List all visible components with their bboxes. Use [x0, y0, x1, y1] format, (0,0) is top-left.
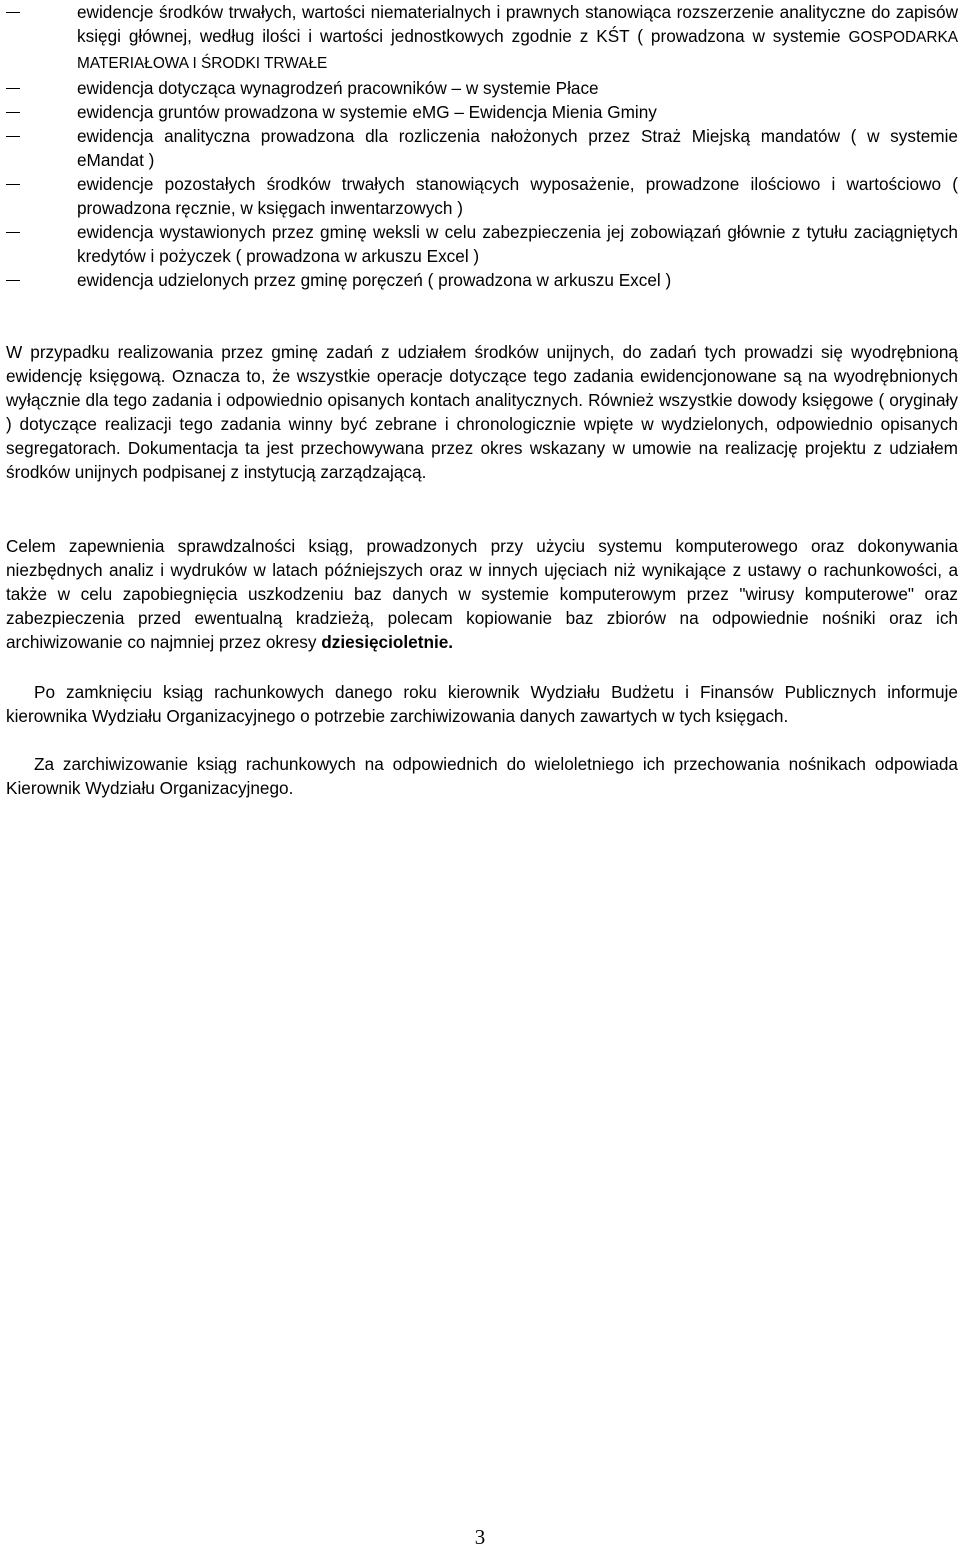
page-number: 3 [474, 1525, 486, 1549]
records-list [6, 0, 958, 292]
list-item-text: ewidencja analityczna prowadzona dla rozliczenia nałożonych przez Straż Miejską mandatów ( w systemie eMandat ) [77, 126, 958, 170]
list-item [6, 100, 958, 124]
dash-bullet-icon [6, 12, 20, 13]
system-name: GOSPODARKA MATERIAŁOWA I ŚRODKI TRWAŁE [77, 29, 958, 72]
list-item-text: ewidencje pozostałych środków trwałych stanowiących wyposażenie, prowadzone ilościowo i wartościowo ( prowadzona ręcznie, w księgach inwentarzowych ) [77, 174, 958, 218]
eu-funds-paragraph: W przypadku realizowania przez gminę zadań z udziałem środków unijnych, do zadań tych prowadzi się wyodrębnioną ewidencję księgową. Oznacza to, że wszystkie operacje dotyczące tego zadania ewidencjonowane są na wyodrębnionych wyłącznie dla tego zadania i odpowiednio opisanych kontach analitycznych. Również wszystkie dowody księgowe ( oryginały ) dotyczące realizacji tego zadania winny być zebrane i chronologicznie wpięte w wydzielonych, odpowiednio opisanych segregatorach. Dokumentacja ta jest przechowywana przez okres wskazany w umowie na realizację projektu z udziałem środków unijnych podpisanej z instytucją zarządzającą. [6, 342, 958, 482]
list-item-text: ewidencja wystawionych przez gminę weksli w celu zabezpieczenia jej zobowiązań głównie z tytułu zaciągniętych kredytów i pożyczek ( prowadzona w arkuszu Excel ) [77, 222, 958, 266]
list-item [6, 172, 958, 220]
list-item [6, 220, 958, 268]
dash-bullet-icon [6, 88, 20, 89]
dash-bullet-icon [6, 232, 20, 233]
dash-bullet-icon [6, 112, 20, 113]
backup-period: dziesięcioletnie. [321, 632, 454, 652]
responsibility-paragraph: Za zarchiwizowanie ksiąg rachunkowych na odpowiednich do wieloletniego ich przechowania nośnikach odpowiada Kierownik Wydziału Organizacyjnego. [6, 754, 958, 798]
list-item [6, 0, 958, 76]
list-item [6, 268, 958, 292]
list-item [6, 124, 958, 172]
list-item [6, 76, 958, 100]
list-item-text: ewidencja udzielonych przez gminę poręczeń ( prowadzona w arkuszu Excel ) [77, 270, 672, 290]
closing-info-paragraph: Po zamknięciu ksiąg rachunkowych danego roku kierownik Wydziału Budżetu i Finansów Publicznych informuje kierownika Wydziału Organizacyjnego o potrzebie zarchiwizowania danych zawartych w tych księgach. [6, 682, 958, 726]
list-item-text: ewidencje środków trwałych, wartości niematerialnych i prawnych stanowiąca rozszerzenie analityczne do zapisów księgi głównej, według ilości i wartości jednostkowych zgodnie z KŚT ( prowadzona w systemie [77, 2, 958, 46]
backup-text: Celem zapewnienia sprawdzalności ksiąg, prowadzonych przy użyciu systemu komputerowego oraz dokonywania niezbędnych analiz i wydruków w latach późniejszych oraz w innych ujęciach niż wynikające z ustawy o rachunkowości, a także w celu zapobiegnięcia uszkodzeniu baz danych w systemie komputerowym przez "wirusy komputerowe" oraz zabezpieczenia przed ewentualną kradzieżą, polecam kopiowanie baz zbiorów na odpowiednie nośniki oraz ich archiwizowanie co najmniej przez okresy [6, 536, 958, 652]
list-item-text: ewidencja gruntów prowadzona w systemie eMG – Ewidencja Mienia Gminy [77, 102, 657, 122]
dash-bullet-icon [6, 280, 20, 281]
dash-bullet-icon [6, 184, 20, 185]
backup-paragraph [6, 534, 958, 654]
dash-bullet-icon [6, 136, 20, 137]
list-item-text: ewidencja dotycząca wynagrodzeń pracowników – w systemie Płace [77, 78, 599, 98]
